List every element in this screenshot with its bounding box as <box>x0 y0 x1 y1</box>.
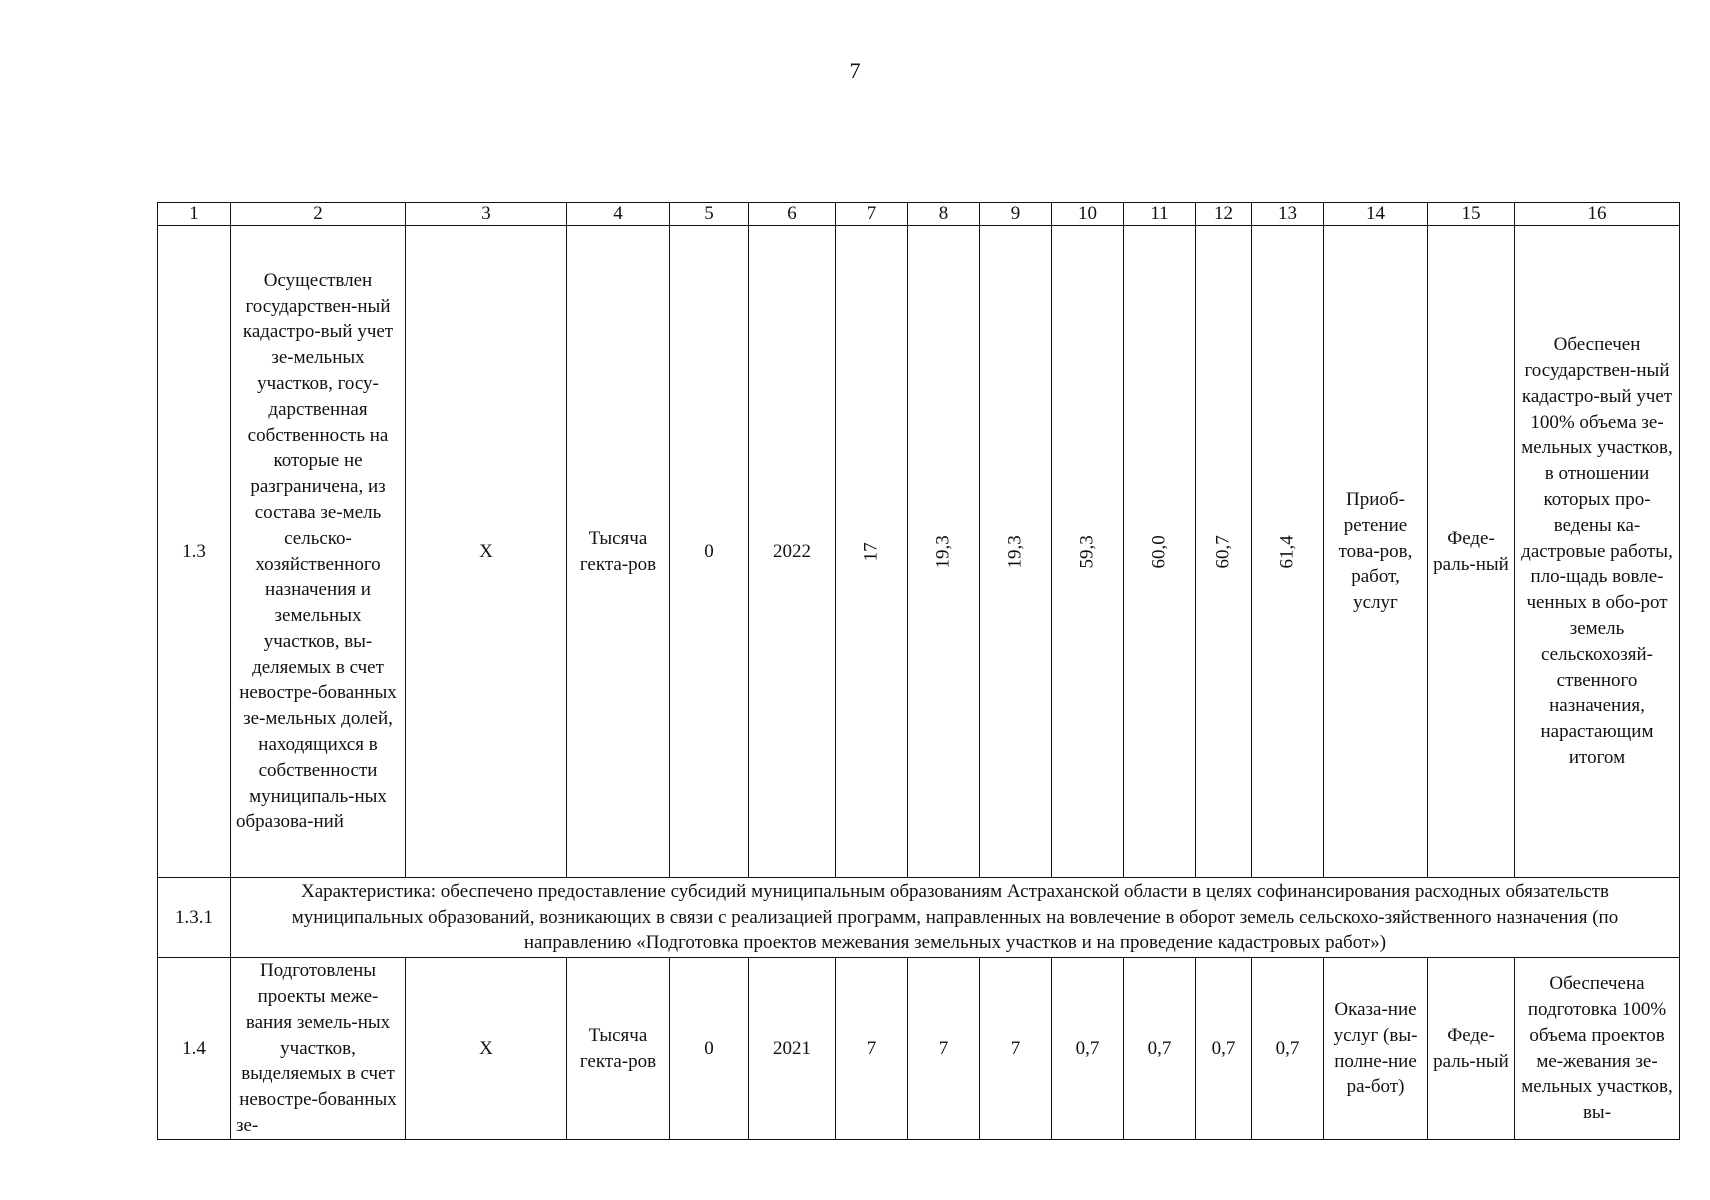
value-col-10: 0,7 <box>1052 958 1124 1140</box>
header-cell-7: 7 <box>836 203 908 226</box>
table-row-1-4 <box>158 958 1680 1140</box>
header-cell-16: 16 <box>1515 203 1680 226</box>
type-cell: Приоб-ретение това-ров, работ, услуг <box>1324 226 1428 878</box>
header-cell-10: 10 <box>1052 203 1124 226</box>
value-col-13-text: 61,4 <box>1276 534 1298 569</box>
type-cell: Оказа-ние услуг (вы-полне-ние ра-бот) <box>1324 958 1428 1140</box>
value-col-7 <box>836 226 908 878</box>
row-number: 1.3.1 <box>158 878 231 958</box>
value-col-11: 0,7 <box>1124 958 1196 1140</box>
cell-col-5: 0 <box>670 226 749 878</box>
value-col-13 <box>1252 226 1324 878</box>
result-cell: Обеспечен государствен-ный кадастро-вый учет 100% объема зе-мельных участков, в отношении которых про-ведены ка-дастровые работы, пло-щадь вовле-ченных в обо-рот земель сельскохозяй-ственного назначения, нарастающим итогом <box>1515 226 1680 878</box>
row-number: 1.4 <box>158 958 231 1140</box>
value-col-11 <box>1124 226 1196 878</box>
table-row-1-3-1 <box>158 878 1680 958</box>
indicator-name: Осуществлен государствен-ный кадастро-вый учет зе-мельных участков, госу-дарственная собственность на которые не разграничена, из состава зе-мель сельско-хозяйственного назначения и земельных участков, вы-деляемых в счет невостре-бованных зе-мельных долей, находящихся в собственности муниципаль-ных образова-ний <box>231 226 406 878</box>
header-cell-2: 2 <box>231 203 406 226</box>
value-col-8: 7 <box>908 958 980 1140</box>
value-col-7: 7 <box>836 958 908 1140</box>
year-cell: 2022 <box>749 226 836 878</box>
value-col-9: 7 <box>980 958 1052 1140</box>
unit-cell: Тысяча гекта-ров <box>567 958 670 1140</box>
header-row <box>158 203 1680 226</box>
cell-col-3: Х <box>406 958 567 1140</box>
header-cell-4: 4 <box>567 203 670 226</box>
value-col-10 <box>1052 226 1124 878</box>
value-col-9 <box>980 226 1052 878</box>
unit-cell: Тысяча гекта-ров <box>567 226 670 878</box>
header-cell-14: 14 <box>1324 203 1428 226</box>
value-col-7-text: 17 <box>860 541 882 561</box>
level-cell: Феде-раль-ный <box>1428 958 1515 1140</box>
header-cell-12: 12 <box>1196 203 1252 226</box>
header-cell-15: 15 <box>1428 203 1515 226</box>
result-cell: Обеспечена подготовка 100% объема проектов ме-жевания зе-мельных участков, вы- <box>1515 958 1680 1140</box>
header-cell-3: 3 <box>406 203 567 226</box>
value-col-9-text: 19,3 <box>1004 534 1026 569</box>
characteristic-text: Характеристика: обеспечено предоставление субсидий муниципальным образованиям Астраханской области в целях софинансирования расходных обязательств муниципальных образований, возникающих в связи с реализацией программ, направленных на вовлечение в оборот земель сельскохо-зяйственного назначения (по направлению «Подготовка проектов межевания земельных участков и на проведение кадастровых работ») <box>231 878 1680 958</box>
header-cell-9: 9 <box>980 203 1052 226</box>
value-col-12: 0,7 <box>1196 958 1252 1140</box>
row-number: 1.3 <box>158 226 231 878</box>
header-cell-1: 1 <box>158 203 231 226</box>
value-col-10-text: 59,3 <box>1076 534 1098 569</box>
header-cell-13: 13 <box>1252 203 1324 226</box>
header-cell-5: 5 <box>670 203 749 226</box>
indicators-table <box>157 202 1680 1140</box>
year-cell: 2021 <box>749 958 836 1140</box>
value-col-8-text: 19,3 <box>932 534 954 569</box>
header-cell-8: 8 <box>908 203 980 226</box>
cell-col-3: Х <box>406 226 567 878</box>
value-col-12-text: 60,7 <box>1212 534 1234 569</box>
value-col-12 <box>1196 226 1252 878</box>
indicator-name: Подготовлены проекты меже-вания земель-ных участков, выделяемых в счет невостре-бованных зе- <box>231 958 406 1140</box>
page-number: 7 <box>849 58 861 83</box>
header-cell-6: 6 <box>749 203 836 226</box>
value-col-8 <box>908 226 980 878</box>
level-cell: Феде-раль-ный <box>1428 226 1515 878</box>
cell-col-5: 0 <box>670 958 749 1140</box>
value-col-11-text: 60,0 <box>1148 534 1170 569</box>
table-row-1-3 <box>158 226 1680 878</box>
value-col-13: 0,7 <box>1252 958 1324 1140</box>
header-cell-11: 11 <box>1124 203 1196 226</box>
